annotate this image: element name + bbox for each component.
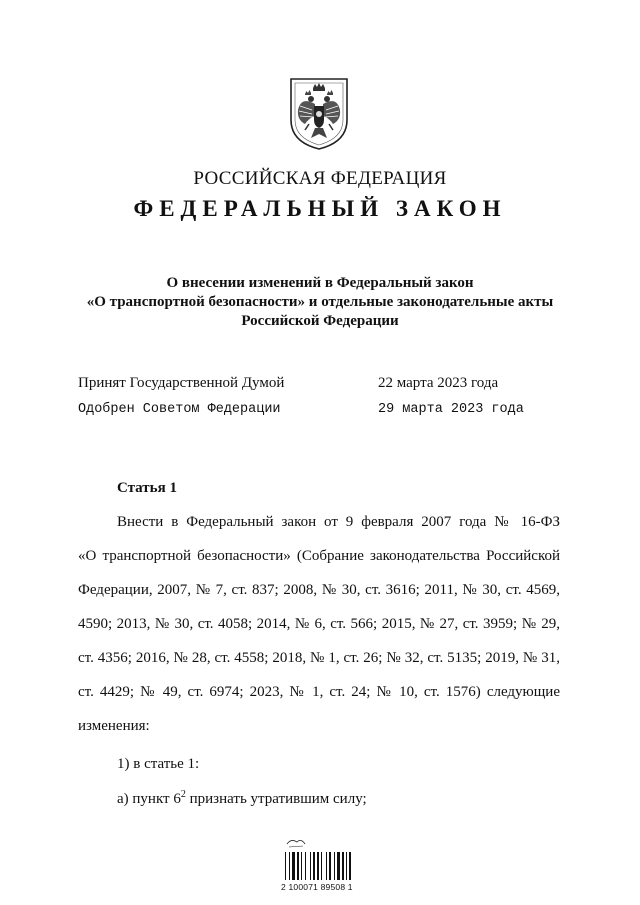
barcode-number: 2 100071 89508 1 [281, 882, 353, 892]
article-heading: Статья 1 [117, 480, 177, 496]
law-title-line: «О транспортной безопасности» и отдельные законодательные акты [86, 294, 554, 310]
list-item: 1) в статье 1: [117, 756, 200, 772]
barcode-bar [313, 852, 315, 880]
barcode-bar [329, 852, 331, 880]
paragraph-line: изменения: [78, 718, 150, 734]
barcode-bar [310, 852, 311, 880]
paragraph-line: Федерации, 2007, № 7, ст. 837; 2008, № 30, ст. 3616; 2011, № 30, ст. 4569, [78, 582, 560, 598]
paragraph-line: ст. 4429; № 49, ст. 6974; 2023, № 1, ст. 24; № 10, ст. 1576) следующие [78, 684, 560, 700]
barcode-bar [305, 852, 306, 880]
list-item-text: а) пункт 6 [117, 791, 181, 807]
barcode-icon [281, 838, 371, 882]
barcode-bar [285, 852, 286, 880]
barcode-bar [321, 852, 322, 880]
law-type-heading: ФЕДЕРАЛЬНЫЙ ЗАКОН [133, 196, 507, 221]
adoption-label: Принят Государственной Думой [78, 375, 285, 391]
barcode-bar [337, 852, 340, 880]
barcode-bar [326, 852, 327, 880]
barcode-bar [349, 852, 351, 880]
law-title [60, 274, 580, 331]
paragraph-line: 4590; 2013, № 30, ст. 4058; 2014, № 6, ст. 566; 2015, № 27, ст. 3959; № 29, [78, 616, 560, 632]
adoption-label: Одобрен Советом Федерации [78, 402, 281, 417]
barcode-bar [342, 852, 344, 880]
list-item [117, 791, 367, 808]
paragraph-line: Внести в Федеральный закон от 9 февраля 2007 года № 16-ФЗ [117, 514, 560, 530]
barcode-bar [301, 852, 302, 880]
paragraph-line: «О транспортной безопасности» (Собрание законодательства Российской [78, 548, 560, 564]
barcode-bar [289, 852, 290, 880]
paragraph-line: ст. 4356; 2016, № 28, ст. 4558; 2018, № 1, ст. 26; № 32, ст. 5135; 2019, № 31, [78, 650, 560, 666]
law-title-line: Российской Федерации [241, 313, 399, 329]
superscript: 2 [180, 789, 186, 800]
barcode-bar [317, 852, 319, 880]
adoption-date: 22 марта 2023 года [378, 375, 499, 391]
list-item-text: признать утратившим силу; [185, 791, 367, 807]
country-name: РОССИЙСКАЯ ФЕДЕРАЦИЯ [193, 168, 447, 189]
adoption-date: 29 марта 2023 года [378, 402, 524, 417]
barcode-bar [292, 852, 295, 880]
coat-of-arms-icon [287, 76, 351, 152]
barcode-bar [334, 852, 335, 880]
barcode [281, 838, 371, 900]
barcode-bar [297, 852, 299, 880]
law-title-line: О внесении изменений в Федеральный закон [166, 275, 474, 291]
barcode-bar [346, 852, 347, 880]
